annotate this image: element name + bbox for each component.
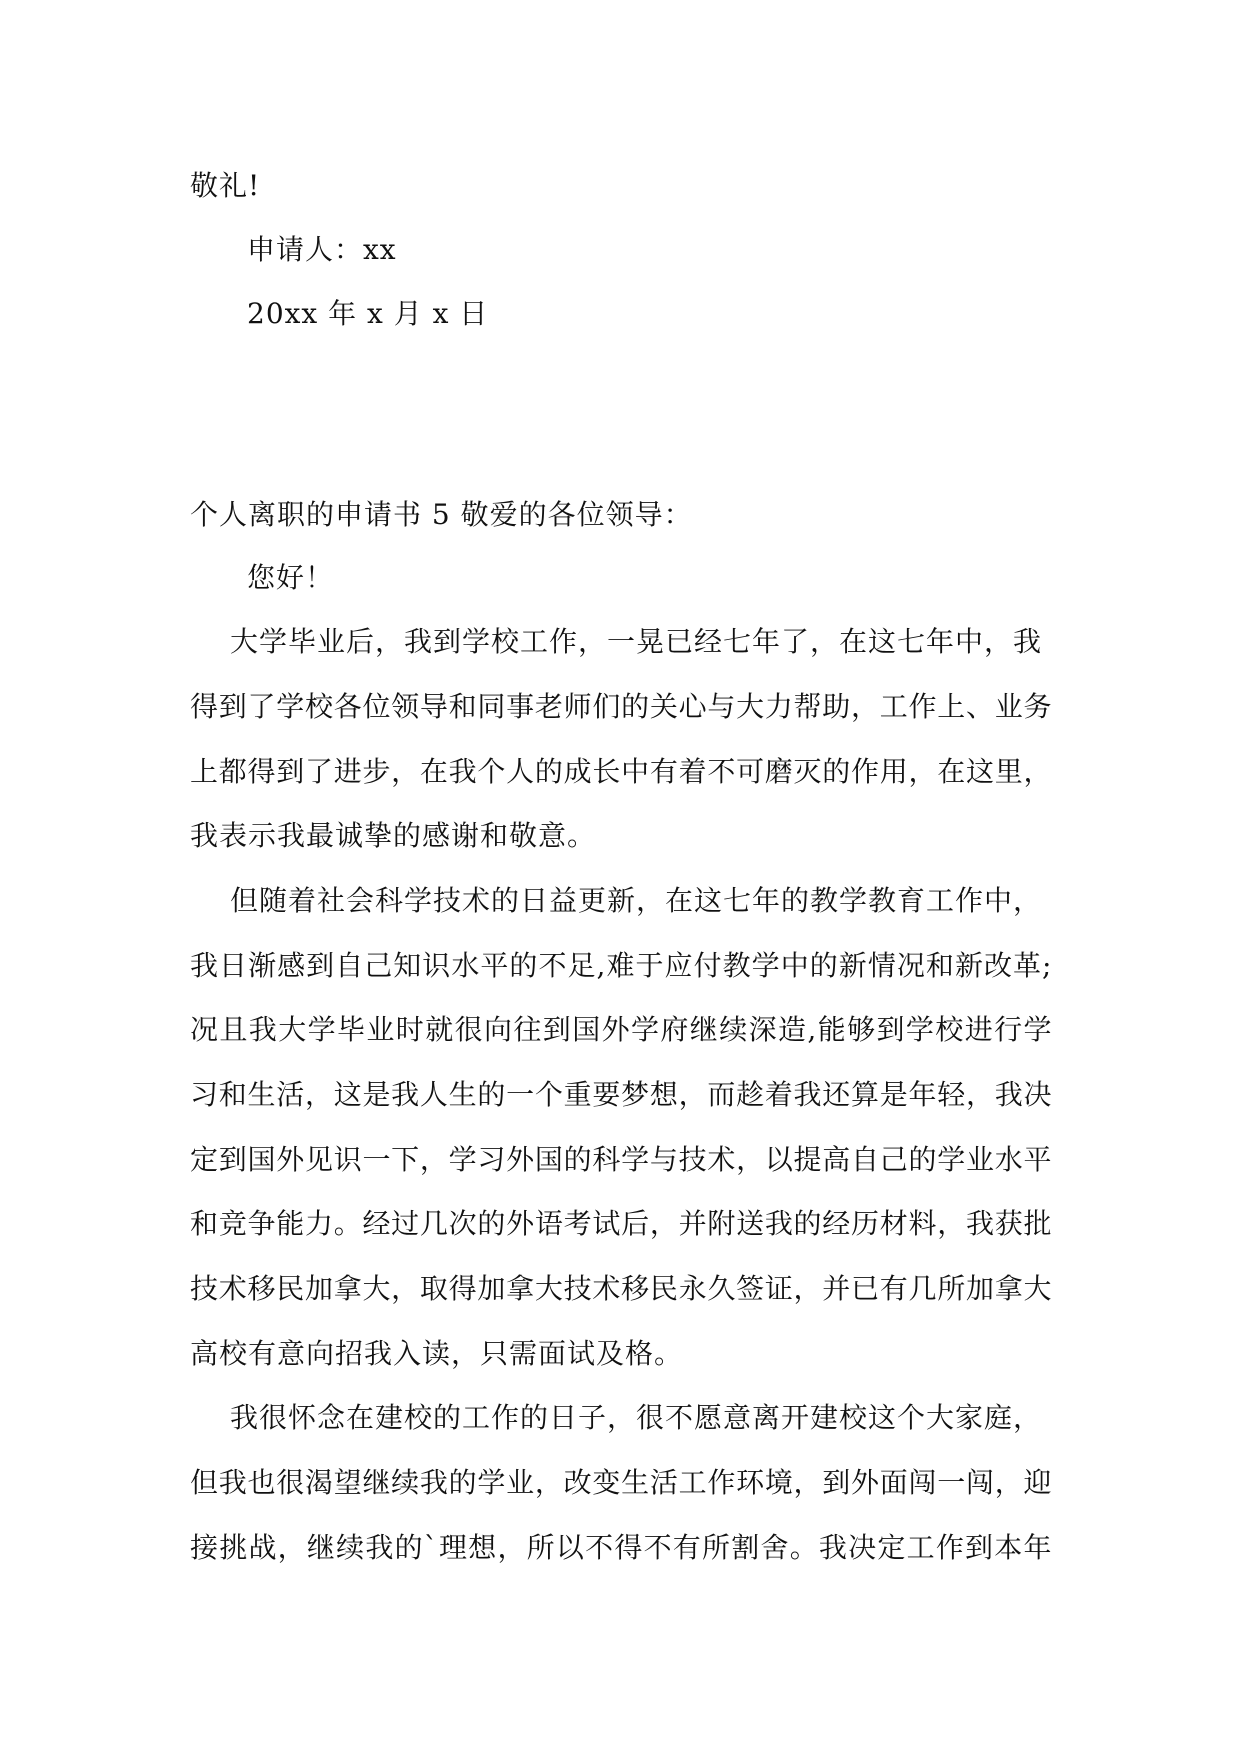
paragraph-1-line-2: 得到了学校各位领导和同事老师们的关心与大力帮助，工作上、业务: [190, 690, 1052, 723]
paragraph-2-line-8: 高校有意向招我入读，只需面试及格。: [190, 1337, 684, 1370]
paragraph-1-line-1: 大学毕业后，我到学校工作，一晃已经七年了，在这七年中，我: [230, 625, 1043, 658]
paragraph-3-line-2: 但我也很渴望继续我的学业，改变生活工作环境，到外面闯一闯，迎: [190, 1466, 1052, 1499]
letter-heading: 个人离职的申请书 5 敬爱的各位领导：: [190, 498, 693, 531]
paragraph-2-line-5: 定到国外见识一下，学习外国的科学与技术，以提高自己的学业水平: [190, 1143, 1052, 1176]
paragraph-2-line-4: 习和生活，这是我人生的一个重要梦想，而趁着我还算是年轻，我决: [190, 1078, 1052, 1111]
closing-salute: 敬礼!: [190, 169, 261, 202]
paragraph-2-line-6: 和竞争能力。经过几次的外语考试后，并附送我的经历材料，我获批: [190, 1207, 1052, 1240]
paragraph-2-line-1: 但随着社会科学技术的日益更新，在这七年的教学教育工作中，: [230, 884, 1043, 917]
paragraph-1-line-4: 我表示我最诚挚的感谢和敬意。: [190, 819, 597, 852]
paragraph-3-line-3: 接挑战，继续我的`理想，所以不得不有所割舍。我决定工作到本年: [190, 1531, 1052, 1564]
paragraph-2-line-2: 我日渐感到自己知识水平的不足,难于应付教学中的新情况和新改革;: [190, 949, 1052, 982]
paragraph-3-line-1: 我很怀念在建校的工作的日子，很不愿意离开建校这个大家庭，: [230, 1401, 1043, 1434]
paragraph-1-line-3: 上都得到了进步，在我个人的成长中有着不可磨灭的作用，在这里，: [190, 755, 1052, 788]
paragraph-2-line-3: 况且我大学毕业时就很向往到国外学府继续深造,能够到学校进行学: [190, 1013, 1052, 1046]
letter-greeting: 您好！: [247, 561, 335, 594]
letter-date: 20xx 年 x 月 x 日: [247, 297, 489, 330]
paragraph-2-line-7: 技术移民加拿大，取得加拿大技术移民永久签证，并已有几所加拿大: [190, 1272, 1052, 1305]
applicant-signature: 申请人：xx: [247, 233, 397, 266]
